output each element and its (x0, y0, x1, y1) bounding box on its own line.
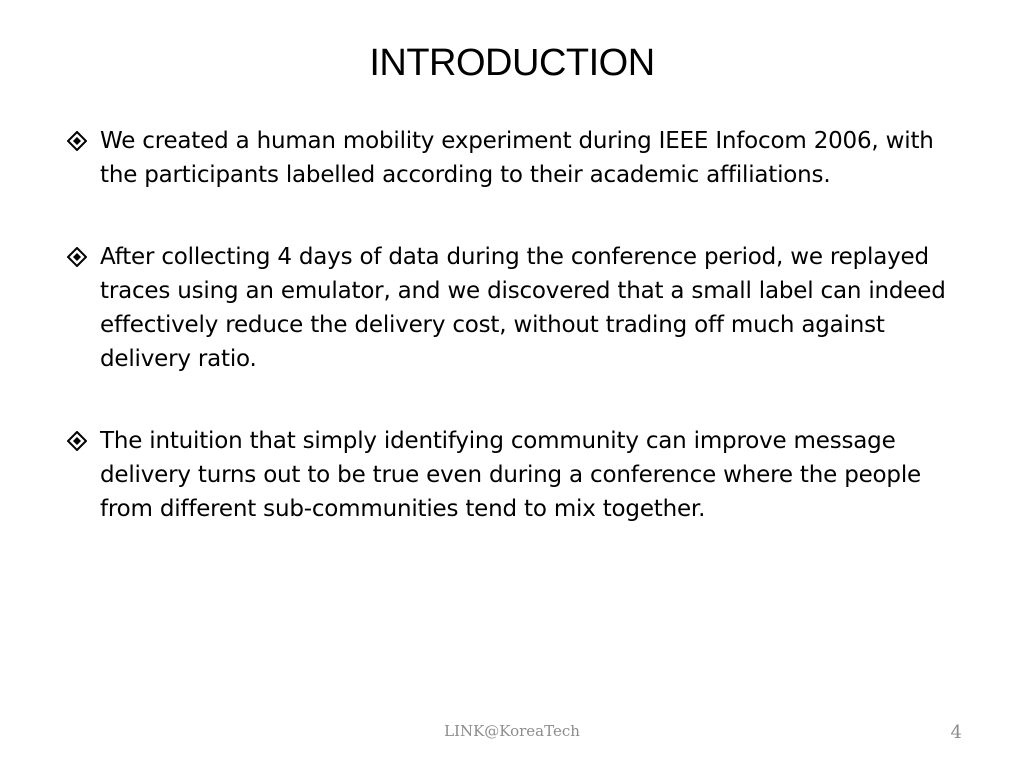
footer-text: LINK@KoreaTech (444, 722, 580, 740)
diamond-bullet-icon (66, 124, 88, 158)
bullet-item (66, 124, 966, 192)
bullet-text: We created a human mobility experiment during IEEE Infocom 2006, with the participants labelled according to their academic affiliations. (100, 128, 934, 188)
slide-title: INTRODUCTION (369, 42, 655, 84)
diamond-bullet-icon (66, 240, 88, 274)
bullet-item (66, 240, 966, 376)
bullet-list (66, 124, 966, 574)
bullet-text: The intuition that simply identifying community can improve message delivery turns out to be true even during a conference where the people from different sub-communities tend to mix together. (100, 428, 921, 522)
diamond-bullet-icon (66, 424, 88, 458)
bullet-item (66, 424, 966, 526)
bullet-text: After collecting 4 days of data during the conference period, we replayed traces using an emulator, and we discovered that a small label can indeed effectively reduce the delivery cost, without trading off much against delivery ratio. (100, 244, 946, 372)
page-number: 4 (950, 722, 962, 743)
